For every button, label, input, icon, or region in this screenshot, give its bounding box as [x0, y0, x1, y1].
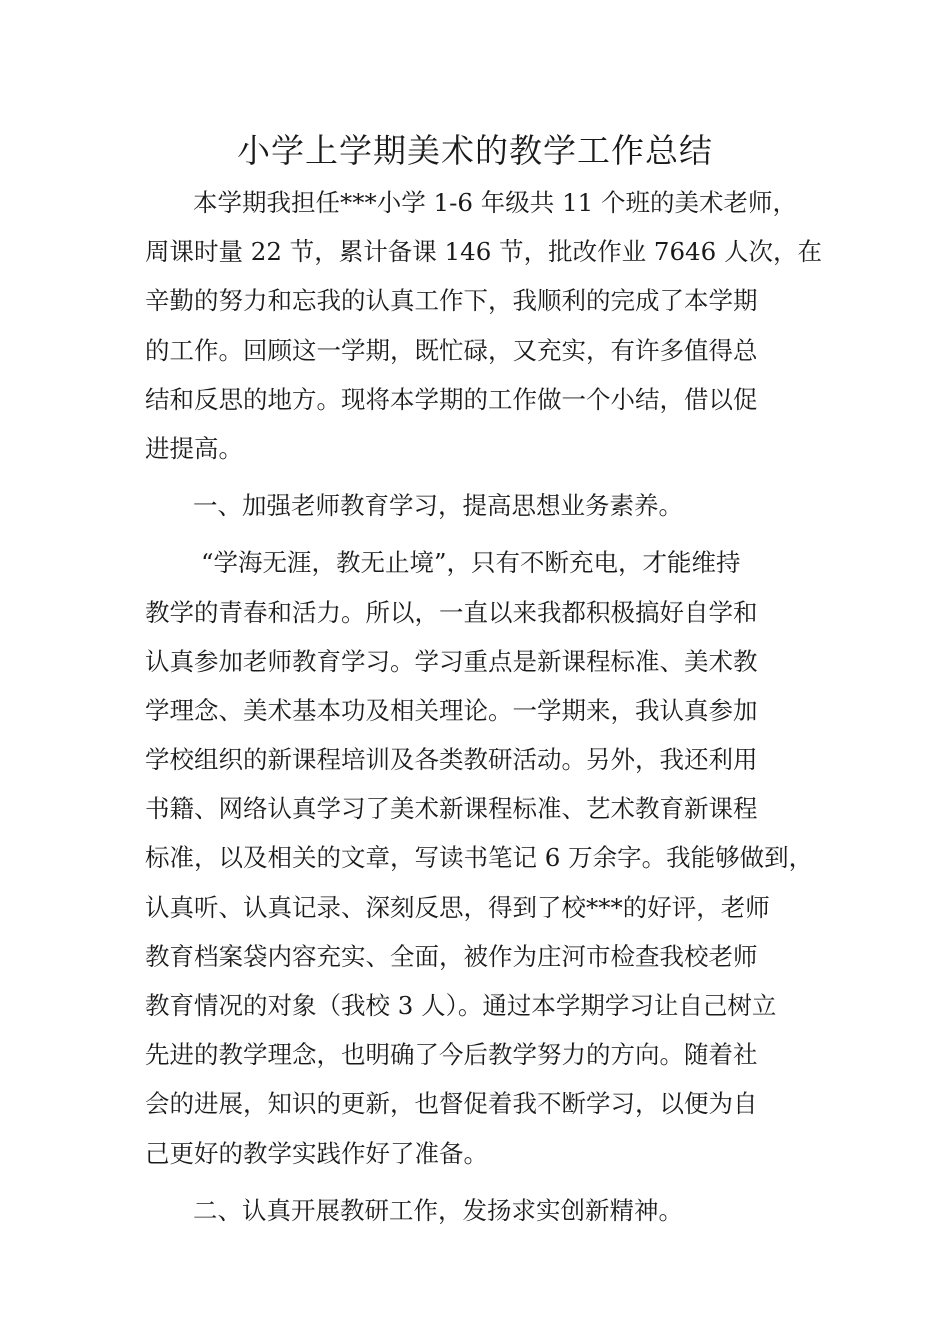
paragraph-line: 书籍、网络认真学习了美术新课程标准、艺术教育新课程	[145, 794, 758, 824]
paragraph-line: 学理念、美术基本功及相关理论。一学期来，我认真参加	[145, 695, 758, 725]
paragraph-line: 认真听、认真记录、深刻反思，得到了校***的好评，老师	[145, 892, 770, 922]
paragraph-line: 认真参加老师教育学习。学习重点是新课程标准、美术教	[145, 646, 758, 676]
paragraph-line: 学校组织的新课程培训及各类教研活动。另外，我还利用	[145, 745, 758, 775]
paragraph-line: 的工作。回顾这一学期，既忙碌，又充实，有许多值得总	[145, 335, 758, 365]
paragraph-line: 标准，以及相关的文章，写读书笔记 6 万余字。我能够做到，	[145, 843, 814, 873]
paragraph-line: 本学期我担任***小学 1-6 年级共 11 个班的美术老师，	[193, 188, 798, 217]
document-title: 小学上学期美术的教学工作总结	[237, 131, 713, 170]
paragraph-line: 先进的教学理念，也明确了今后教学努力的方向。随着社	[145, 1040, 758, 1070]
section-heading: 二、认真开展教研工作，发扬求实创新精神。	[193, 1195, 683, 1225]
paragraph-line: “学海无涯，教无止境”，只有不断充电，才能维持	[201, 548, 741, 578]
section-heading: 一、加强老师教育学习，提高思想业务素养。	[193, 491, 683, 521]
paragraph-line: 教育情况的对象（我校 3 人）。通过本学期学习让自己树立	[145, 991, 777, 1020]
paragraph-line: 进提高。	[145, 433, 243, 463]
paragraph-line: 周课时量 22 节，累计备课 146 节，批改作业 7646 人次，在	[145, 237, 823, 267]
paragraph-line: 教育档案袋内容充实、全面，被作为庄河市检查我校老师	[145, 941, 758, 971]
paragraph-line: 教学的青春和活力。所以，一直以来我都积极搞好自学和	[145, 597, 758, 627]
document-body	[145, 178, 825, 1235]
paragraph-line: 结和反思的地方。现将本学期的工作做一个小结，借以促	[145, 384, 758, 414]
paragraph-line: 己更好的教学实践作好了准备。	[145, 1138, 488, 1168]
paragraph-line: 会的进展，知识的更新，也督促着我不断学习，以便为自	[145, 1089, 758, 1119]
paragraph-line: 辛勤的努力和忘我的认真工作下，我顺利的完成了本学期	[145, 286, 758, 316]
